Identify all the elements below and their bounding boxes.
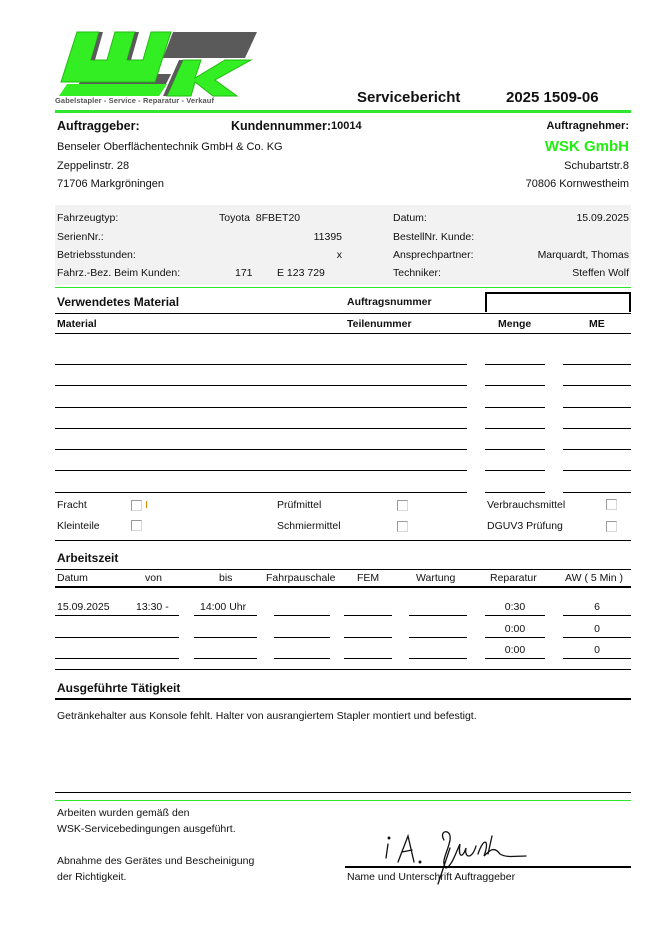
contractor-street: Schubartstr.8 <box>564 160 629 172</box>
operating-hours-label: Betriebsstunden: <box>57 249 136 261</box>
quantity-cell[interactable] <box>485 385 545 386</box>
contractor-city: 70806 Kornwestheim <box>525 178 629 190</box>
date-label: Datum: <box>393 212 427 224</box>
worktime-aw-cell[interactable]: 0 <box>594 623 600 635</box>
activity-section-title: Ausgeführte Tätigkeit <box>57 681 181 695</box>
material-cell[interactable] <box>55 428 467 429</box>
quantity-cell[interactable] <box>485 407 545 408</box>
worktime-bis-line <box>194 658 257 659</box>
worktime-aw-line <box>563 637 631 638</box>
worktime-reparatur-cell[interactable]: 0:00 <box>504 644 526 656</box>
worktime-reparatur-cell[interactable]: 0:00 <box>504 623 526 635</box>
col-quantity: Menge <box>498 318 532 330</box>
worktime-datum-line <box>55 615 179 616</box>
material-cell[interactable] <box>55 364 467 365</box>
quantity-cell[interactable] <box>485 364 545 365</box>
serial-label: SerienNr.: <box>57 231 104 243</box>
technician-value: Steffen Wolf <box>572 267 629 279</box>
extra-dguv3-label: DGUV3 Prüfung <box>487 520 563 532</box>
extras-divider <box>55 540 631 541</box>
worktime-fem-line <box>344 615 392 616</box>
company-logo <box>55 30 260 110</box>
worktime-title-divider <box>55 569 631 570</box>
worktime-von-cell[interactable]: 13:30 - <box>136 601 169 613</box>
worktime-aw-cell[interactable]: 0 <box>594 644 600 656</box>
extra-verbrauchsmittel-checkbox[interactable] <box>606 499 617 510</box>
contractor-name: WSK GmbH <box>544 138 629 155</box>
worktime-bis-line <box>194 615 257 616</box>
worktime-fem-line <box>344 658 392 659</box>
customer-vehicle-ref-plate: E 123 729 <box>277 267 325 279</box>
signature-line <box>345 866 631 868</box>
serial-value: 11395 <box>313 231 342 243</box>
terms-line-2: WSK-Servicebedingungen ausgeführt. <box>57 823 236 835</box>
worktime-wartung-line <box>409 637 467 638</box>
date-value: 15.09.2025 <box>576 212 629 224</box>
material-cell[interactable] <box>55 470 467 471</box>
extra-verbrauchsmittel-label: Verbrauchsmittel <box>487 499 566 511</box>
unit-cell[interactable] <box>563 407 631 408</box>
order-number-label: Auftragsnummer <box>347 296 432 308</box>
extra-schmiermittel-checkbox[interactable] <box>397 521 408 532</box>
worktime-datum-line <box>55 658 179 659</box>
extra-fracht-label: Fracht <box>57 499 87 511</box>
worktime-section-title: Arbeitszeit <box>57 551 119 565</box>
vehicle-type-label: Fahrzeugtyp: <box>57 212 119 224</box>
col-datum: Datum <box>57 572 88 584</box>
unit-cell[interactable] <box>563 364 631 365</box>
worktime-wartung-line <box>409 658 467 659</box>
unit-cell[interactable] <box>563 428 631 429</box>
client-city: 71706 Markgröningen <box>57 178 165 190</box>
worktime-reparatur-cell[interactable]: 0:30 <box>504 601 526 613</box>
quantity-cell[interactable] <box>485 428 545 429</box>
worktime-header-divider <box>55 586 631 588</box>
unit-cell[interactable] <box>563 449 631 450</box>
col-unit: ME <box>589 318 605 330</box>
worktime-aw-line <box>563 658 631 659</box>
extra-pruefmittel-label: Prüfmittel <box>277 499 322 511</box>
terms-line-1: Arbeiten wurden gemäß den <box>57 807 190 819</box>
worktime-reparatur-line <box>485 637 545 638</box>
extra-pruefmittel-checkbox[interactable] <box>397 500 408 511</box>
worktime-datum-cell[interactable]: 15.09.2025 <box>57 601 110 613</box>
client-street: Zeppelinstr. 28 <box>57 160 130 172</box>
col-fahrpauschale: Fahrpauschale <box>266 572 336 584</box>
order-number-input[interactable] <box>485 292 631 312</box>
worktime-datum-line <box>55 637 179 638</box>
material-cell[interactable] <box>55 492 467 493</box>
worktime-reparatur-line <box>485 658 545 659</box>
col-aw: AW ( 5 Min ) <box>565 572 623 584</box>
activity-text[interactable]: Getränkehalter aus Konsole fehlt. Halter von ausrangiertem Stapler montiert und befestigt. <box>57 710 477 722</box>
unit-cell[interactable] <box>563 470 631 471</box>
unit-cell[interactable] <box>563 492 631 493</box>
worktime-aw-cell[interactable]: 6 <box>594 601 600 613</box>
worktime-bottom-divider <box>55 669 631 670</box>
acceptance-line-1: Abnahme des Gerätes und Bescheinigung <box>57 855 255 867</box>
document-title: Servicebericht <box>357 89 461 106</box>
material-section-title: Verwendetes Material <box>57 295 180 309</box>
quantity-cell[interactable] <box>485 449 545 450</box>
operating-hours-value: x <box>336 249 342 261</box>
contractor-label: Auftragnehmer: <box>546 120 629 132</box>
material-cell[interactable] <box>55 449 467 450</box>
material-title-divider <box>55 313 631 314</box>
customer-number-label: Kundennummer: <box>231 119 331 133</box>
vehicle-divider <box>55 287 631 288</box>
col-material: Material <box>57 318 97 330</box>
acceptance-line-2: der Richtigkeit. <box>57 871 127 883</box>
extra-kleinteile-label: Kleinteile <box>57 520 100 532</box>
activity-bottom-divider <box>55 792 631 793</box>
vehicle-type-value: Toyota 8FBET20 <box>219 212 301 224</box>
footer-green-divider <box>55 800 631 801</box>
worktime-reparatur-line <box>485 615 545 616</box>
col-von: von <box>145 572 162 584</box>
material-cell[interactable] <box>55 385 467 386</box>
contact-person-label: Ansprechpartner: <box>393 249 474 261</box>
col-wartung: Wartung <box>416 572 456 584</box>
col-reparatur: Reparatur <box>490 572 537 584</box>
extra-dguv3-checkbox[interactable] <box>606 521 617 532</box>
report-number: 2025 1509-06 <box>506 89 599 106</box>
activity-divider <box>55 698 631 700</box>
worktime-aw-line <box>563 615 631 616</box>
customer-vehicle-ref-label: Fahrz.-Bez. Beim Kunden: <box>57 267 181 279</box>
unit-cell[interactable] <box>563 385 631 386</box>
customer-order-no-label: BestellNr. Kunde: <box>393 231 475 243</box>
logo-tagline: Gabelstapler - Service - Reparatur - Verkauf <box>55 96 215 105</box>
worktime-bis-line <box>194 637 257 638</box>
col-part-number: Teilenummer <box>347 318 412 330</box>
contact-person-value: Marquardt, Thomas <box>537 249 629 261</box>
col-bis: bis <box>219 572 233 584</box>
wsk-logo-graphic <box>55 30 260 102</box>
material-header-divider <box>55 333 631 334</box>
customer-vehicle-ref-number: 171 <box>235 267 253 279</box>
header-divider <box>55 110 631 113</box>
worktime-fahrpauschale-line <box>274 615 330 616</box>
worktime-fem-line <box>344 637 392 638</box>
material-cell[interactable] <box>55 407 467 408</box>
col-fem: FEM <box>357 572 380 584</box>
worktime-fahrpauschale-line <box>274 637 330 638</box>
signature-label: Name und Unterschrift Auftraggeber <box>347 871 516 883</box>
extra-schmiermittel-label: Schmiermittel <box>277 520 341 532</box>
extra-fracht-checkbox[interactable] <box>131 500 142 511</box>
cursor-mark <box>146 501 147 508</box>
client-name: Benseler Oberflächentechnik GmbH & Co. KG <box>57 141 283 153</box>
customer-number: 10014 <box>331 120 362 132</box>
worktime-wartung-line <box>409 615 467 616</box>
technician-label: Techniker: <box>393 267 441 279</box>
quantity-cell[interactable] <box>485 492 545 493</box>
client-label: Auftraggeber: <box>57 119 140 133</box>
extra-kleinteile-checkbox[interactable] <box>131 520 142 531</box>
worktime-bis-cell[interactable]: 14:00 Uhr <box>200 601 247 613</box>
quantity-cell[interactable] <box>485 470 545 471</box>
worktime-fahrpauschale-line <box>274 658 330 659</box>
